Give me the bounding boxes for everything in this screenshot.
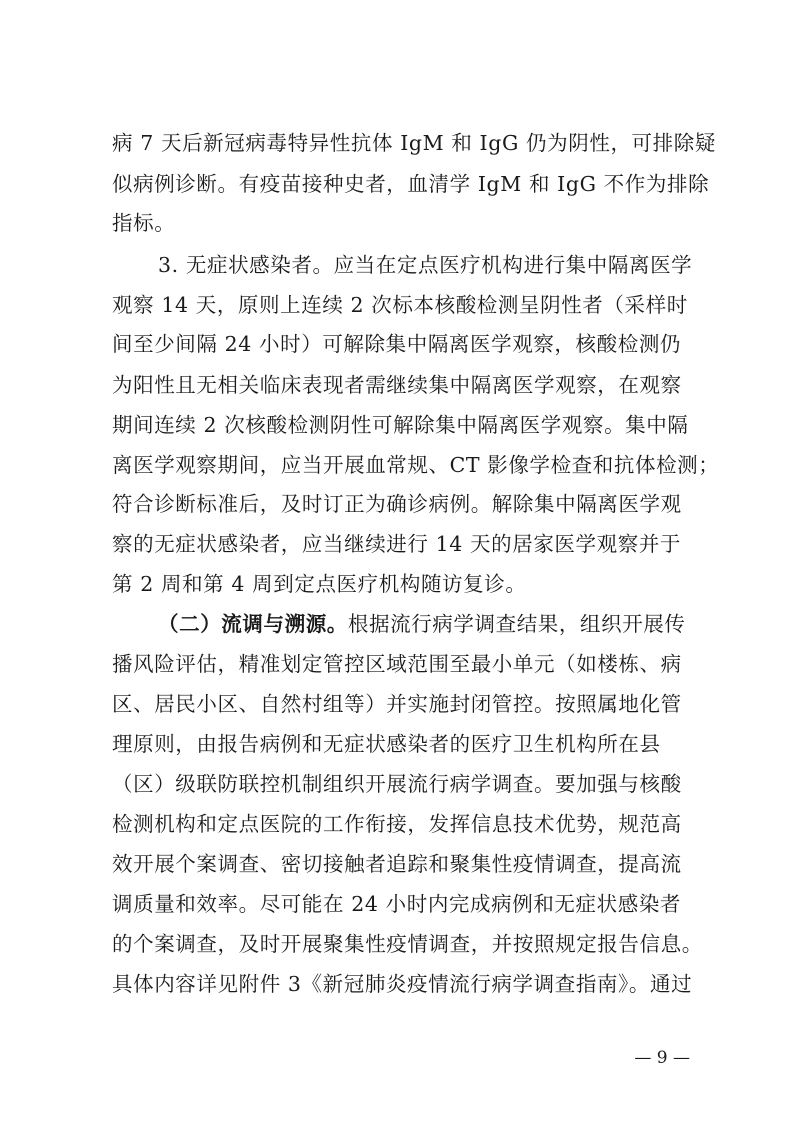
paragraph-first-line: 3. 无症状感染者。应当在定点医疗机构进行集中隔离医学 [158, 253, 693, 277]
body-text-line: 间至少间隔 24 小时）可解除集中隔离医学观察，核酸检测仍 [112, 332, 682, 356]
body-text-line: 检测机构和定点医院的工作衔接，发挥信息技术优势，规范高 [112, 812, 682, 836]
body-text-line: 期间连续 2 次核酸检测阴性可解除集中隔离医学观察。集中隔 [112, 413, 689, 437]
body-text-line: 调质量和效率。尽可能在 24 小时内完成病例和无症状感染者 [112, 892, 682, 916]
body-text-line: 病 7 天后新冠病毒特异性抗体 IgM 和 IgG 仍为阴性，可排除疑 [112, 131, 716, 155]
paragraph-first-line [158, 606, 686, 643]
body-text-line: 具体内容详见附件 3《新冠肺炎疫情流行病学调查指南》。通过 [112, 972, 693, 996]
body-text-line: 察的无症状感染者，应当继续进行 14 天的居家医学观察并于 [112, 532, 682, 556]
body-text-line: 为阳性且无相关临床表现者需继续集中隔离医学观察，在观察 [112, 373, 682, 397]
body-text-line: 效开展个案调查、密切接触者追踪和聚集性疫情调查，提高流 [112, 852, 682, 876]
body-text-line: 的个案调查，及时开展聚集性疫情调查，并按照规定报告信息。 [112, 932, 703, 956]
body-text-line: 离医学观察期间，应当开展血常规、CT 影像学检查和抗体检测； [112, 453, 720, 477]
body-text-line: 观察 14 天，原则上连续 2 次标本核酸检测呈阴性者（采样时 [112, 293, 688, 317]
body-text-line: 指标。 [112, 211, 176, 235]
body-text-line: 区、居民小区、自然村组等）并实施封闭管控。按照属地化管 [112, 692, 682, 716]
body-text-span: 根据流行病学调查结果，组织开展传 [347, 612, 686, 636]
page-number: — 9 — [634, 1048, 690, 1068]
body-text-line: 似病例诊断。有疫苗接种史者，血清学 IgM 和 IgG 不作为排除 [112, 172, 710, 196]
body-text-line: 符合诊断标准后，及时订正为确诊病例。解除集中隔离医学观 [112, 492, 682, 516]
body-text-line: （区）级联防联控机制组织开展流行病学调查。要加强与核酸 [112, 772, 682, 796]
body-text-line: 理原则，由报告病例和无症状感染者的医疗卫生机构所在县 [112, 732, 661, 756]
section-heading: （二）流调与溯源。 [158, 612, 348, 636]
body-text-line: 第 2 周和第 4 周到定点医疗机构随访复诊。 [112, 572, 527, 596]
body-text-line: 播风险评估，精准划定管控区域范围至最小单元（如楼栋、病 [112, 652, 682, 676]
